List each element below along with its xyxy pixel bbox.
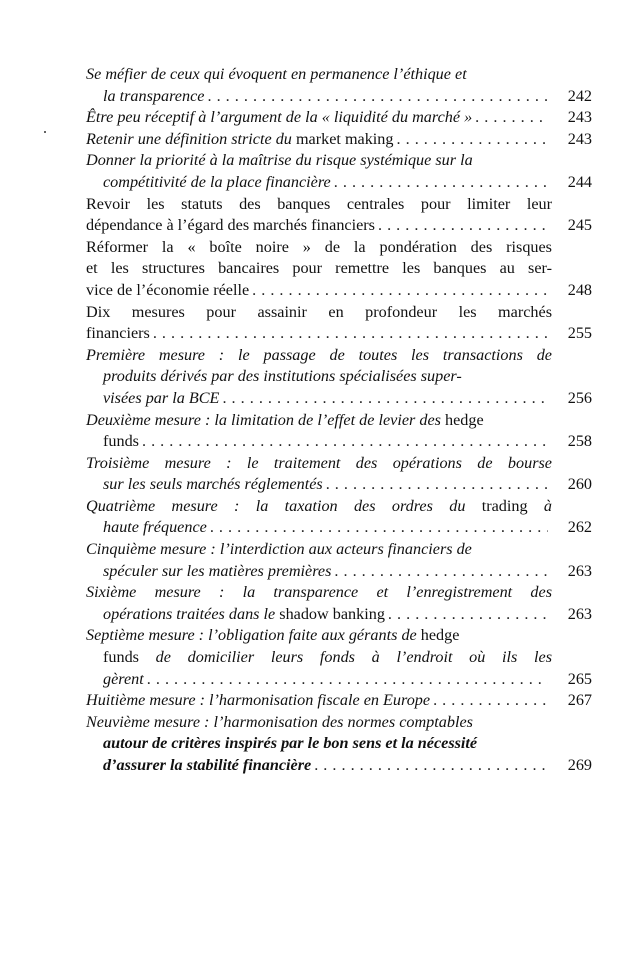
toc-line bbox=[86, 431, 592, 453]
toc-entry bbox=[86, 539, 592, 582]
page-number: 265 bbox=[567, 669, 592, 688]
toc-entry bbox=[86, 129, 592, 151]
toc-line bbox=[86, 345, 592, 367]
toc-text-run: shadow banking bbox=[279, 604, 385, 623]
toc-line-text bbox=[103, 366, 462, 388]
page-number: 258 bbox=[567, 432, 592, 451]
toc-text-run: Donner la priorité à la maîtrise du risque systémique sur la bbox=[86, 151, 473, 170]
toc-entry bbox=[86, 302, 592, 345]
dot-leader bbox=[147, 669, 548, 691]
toc-line bbox=[86, 172, 592, 194]
toc-text-run: Revoir les statuts des banques centrales pour limiter leur bbox=[86, 194, 552, 213]
toc-line-text bbox=[86, 64, 467, 86]
page-number: 267 bbox=[567, 691, 592, 710]
toc-text-run: Première mesure : le passage de toutes les transactions de bbox=[86, 345, 552, 364]
toc-line bbox=[86, 150, 592, 172]
toc-entry bbox=[86, 625, 592, 690]
toc-text-run: funds bbox=[103, 648, 139, 667]
toc-text-run: Septième mesure : l’obligation faite aux gérants de bbox=[86, 626, 421, 645]
toc-line-text bbox=[86, 625, 459, 647]
dot-leader bbox=[326, 474, 548, 496]
toc-line-text bbox=[103, 733, 477, 755]
page-number: 262 bbox=[567, 518, 592, 537]
toc-text-run: et les structures bancaires pour remettre les banques au ser- bbox=[86, 259, 552, 278]
toc-line bbox=[86, 604, 592, 626]
toc-line-text bbox=[103, 474, 323, 496]
toc-line-text bbox=[86, 237, 552, 259]
toc-text-run: Réformer la « boîte noire » de la pondération des risques bbox=[86, 237, 552, 256]
toc-entry bbox=[86, 496, 592, 539]
toc-text-run: Neuvième mesure : l’harmonisation des normes comptables bbox=[86, 712, 473, 731]
toc-line bbox=[86, 669, 592, 691]
toc-line-text bbox=[103, 561, 331, 583]
toc-line-text bbox=[86, 302, 552, 324]
toc-text-run: dépendance à l’égard des marchés financiers bbox=[86, 216, 375, 235]
toc-entry bbox=[86, 712, 592, 777]
toc-entry bbox=[86, 150, 592, 193]
toc-line bbox=[86, 64, 592, 86]
toc-text-run: gèrent bbox=[103, 669, 144, 688]
toc-line-text bbox=[86, 194, 552, 216]
dot-leader bbox=[210, 517, 548, 539]
dot-leader bbox=[142, 431, 548, 453]
toc-text-run: vice de l’économie réelle bbox=[86, 280, 250, 299]
toc-line bbox=[86, 517, 592, 539]
dot-leader bbox=[433, 690, 548, 712]
toc-line bbox=[86, 561, 592, 583]
scan-speck bbox=[44, 131, 46, 133]
toc-line bbox=[86, 647, 592, 669]
dot-leader bbox=[153, 323, 548, 345]
page-number: 245 bbox=[567, 216, 592, 235]
toc-line-text bbox=[86, 215, 375, 237]
toc-text-run: la transparence bbox=[103, 86, 205, 105]
toc-line bbox=[86, 453, 592, 475]
toc-text-run: Quatrième mesure : la taxation des ordres du bbox=[86, 496, 482, 515]
dot-leader bbox=[252, 280, 548, 302]
page-number: 248 bbox=[567, 280, 592, 299]
toc-line bbox=[86, 474, 592, 496]
toc-line-text bbox=[103, 647, 552, 669]
toc-entry bbox=[86, 237, 592, 302]
toc-line bbox=[86, 366, 592, 388]
toc-line bbox=[86, 194, 592, 216]
toc-line-text bbox=[86, 129, 394, 151]
toc-line-text bbox=[86, 690, 430, 712]
toc-line-text bbox=[86, 107, 472, 129]
toc-line-text bbox=[86, 150, 473, 172]
toc-line bbox=[86, 755, 592, 777]
toc-line bbox=[86, 215, 592, 237]
toc-text-run: market making bbox=[295, 129, 394, 148]
toc-line-text bbox=[86, 539, 472, 561]
toc-line bbox=[86, 237, 592, 259]
toc-text-run: trading bbox=[481, 496, 528, 515]
toc-text-run: hedge bbox=[445, 410, 484, 429]
toc-line bbox=[86, 302, 592, 324]
toc-line bbox=[86, 129, 592, 151]
toc-text-run: de domicilier leurs fonds à l’endroit où ils les bbox=[138, 648, 552, 667]
toc-line-text bbox=[86, 345, 552, 367]
toc-line bbox=[86, 86, 592, 108]
toc-text-run: Retenir une définition stricte du bbox=[86, 129, 296, 148]
page-number: 260 bbox=[567, 475, 592, 494]
toc-line bbox=[86, 625, 592, 647]
toc-text-run: produits dérivés par des institutions spécialisées super- bbox=[103, 367, 462, 386]
toc-text-run: visées par la BCE bbox=[103, 388, 220, 407]
toc-text-run: Se méfier de ceux qui évoquent en permanence l’éthique et bbox=[86, 65, 467, 83]
toc-line bbox=[86, 712, 592, 734]
toc-line-text bbox=[103, 755, 311, 777]
toc-text-run: compétitivité de la place financière bbox=[103, 172, 331, 191]
toc-text-run: haute fréquence bbox=[103, 518, 207, 537]
toc-line-text bbox=[103, 172, 331, 194]
toc-line bbox=[86, 582, 592, 604]
toc-line bbox=[86, 496, 592, 518]
toc-line-text bbox=[86, 280, 249, 302]
toc-entry bbox=[86, 194, 592, 237]
toc-line-text bbox=[86, 496, 552, 518]
dot-leader bbox=[207, 86, 548, 108]
toc-entry bbox=[86, 453, 592, 496]
toc-entry bbox=[86, 64, 592, 107]
toc-line-text bbox=[86, 712, 473, 734]
toc-text-run: à bbox=[527, 496, 552, 515]
page-number: 269 bbox=[567, 756, 592, 774]
toc-text-run: Huitième mesure : l’harmonisation fiscale en Europe bbox=[86, 691, 431, 710]
toc-line-text bbox=[103, 86, 204, 108]
toc-line-text bbox=[86, 410, 484, 432]
dot-leader bbox=[397, 129, 549, 151]
toc-text-run: financiers bbox=[86, 324, 150, 343]
toc-text-run: Sixième mesure : la transparence et l’enregistrement des bbox=[86, 583, 552, 602]
page-number: 243 bbox=[567, 108, 592, 127]
toc-text-run: opérations traitées dans le bbox=[103, 604, 280, 623]
page-number: 255 bbox=[567, 324, 592, 343]
toc-line bbox=[86, 258, 592, 280]
toc-entry bbox=[86, 582, 592, 625]
toc-line-text bbox=[86, 258, 552, 280]
toc-line-text bbox=[103, 517, 207, 539]
table-of-contents bbox=[86, 64, 592, 777]
toc-line bbox=[86, 690, 592, 712]
toc-line-text bbox=[86, 453, 552, 475]
dot-leader bbox=[475, 107, 548, 129]
toc-entry bbox=[86, 690, 592, 712]
page-number: 244 bbox=[567, 172, 592, 191]
toc-entry bbox=[86, 345, 592, 410]
toc-text-run: Cinquième mesure : l’interdiction aux acteurs financiers de bbox=[86, 540, 472, 559]
toc-entry bbox=[86, 410, 592, 453]
toc-text-run: Troisième mesure : le traitement des opérations de bourse bbox=[86, 453, 552, 472]
toc-text-run: Être peu réceptif à l’argument de la « liquidité du marché » bbox=[86, 108, 473, 127]
toc-entry bbox=[86, 107, 592, 129]
toc-text-run: hedge bbox=[420, 626, 460, 645]
toc-line-text bbox=[103, 388, 219, 410]
toc-line bbox=[86, 410, 592, 432]
toc-line bbox=[86, 539, 592, 561]
dot-leader bbox=[334, 561, 548, 583]
toc-line-text bbox=[103, 431, 139, 453]
toc-line bbox=[86, 107, 592, 129]
dot-leader bbox=[334, 172, 548, 194]
toc-text-run: d’assurer la stabilité financière bbox=[103, 756, 312, 774]
toc-line bbox=[86, 733, 592, 755]
page-number: 242 bbox=[567, 86, 592, 105]
toc-line-text bbox=[86, 582, 552, 604]
dot-leader bbox=[222, 388, 548, 410]
page-number: 243 bbox=[567, 129, 592, 148]
dot-leader bbox=[378, 215, 548, 237]
page-number: 256 bbox=[567, 388, 592, 407]
toc-line-text bbox=[86, 323, 150, 345]
toc-line-text bbox=[103, 604, 385, 626]
page-number: 263 bbox=[567, 604, 592, 623]
toc-line bbox=[86, 388, 592, 410]
toc-text-run: Deuxième mesure : la limitation de l’effet de levier des bbox=[86, 410, 446, 429]
toc-text-run: spéculer sur les matières premières bbox=[103, 561, 332, 580]
toc-text-run: sur les seuls marchés réglementés bbox=[103, 475, 323, 494]
dot-leader bbox=[388, 604, 548, 626]
toc-line-text bbox=[103, 669, 144, 691]
toc-line bbox=[86, 323, 592, 345]
toc-text-run: autour de critères inspirés par le bon sens et la nécessité bbox=[103, 734, 478, 753]
toc-text-run: funds bbox=[103, 432, 139, 451]
dot-leader bbox=[314, 755, 548, 777]
toc-line bbox=[86, 280, 592, 302]
page-number: 263 bbox=[567, 561, 592, 580]
toc-text-run: Dix mesures pour assainir en profondeur les marchés bbox=[86, 302, 552, 321]
